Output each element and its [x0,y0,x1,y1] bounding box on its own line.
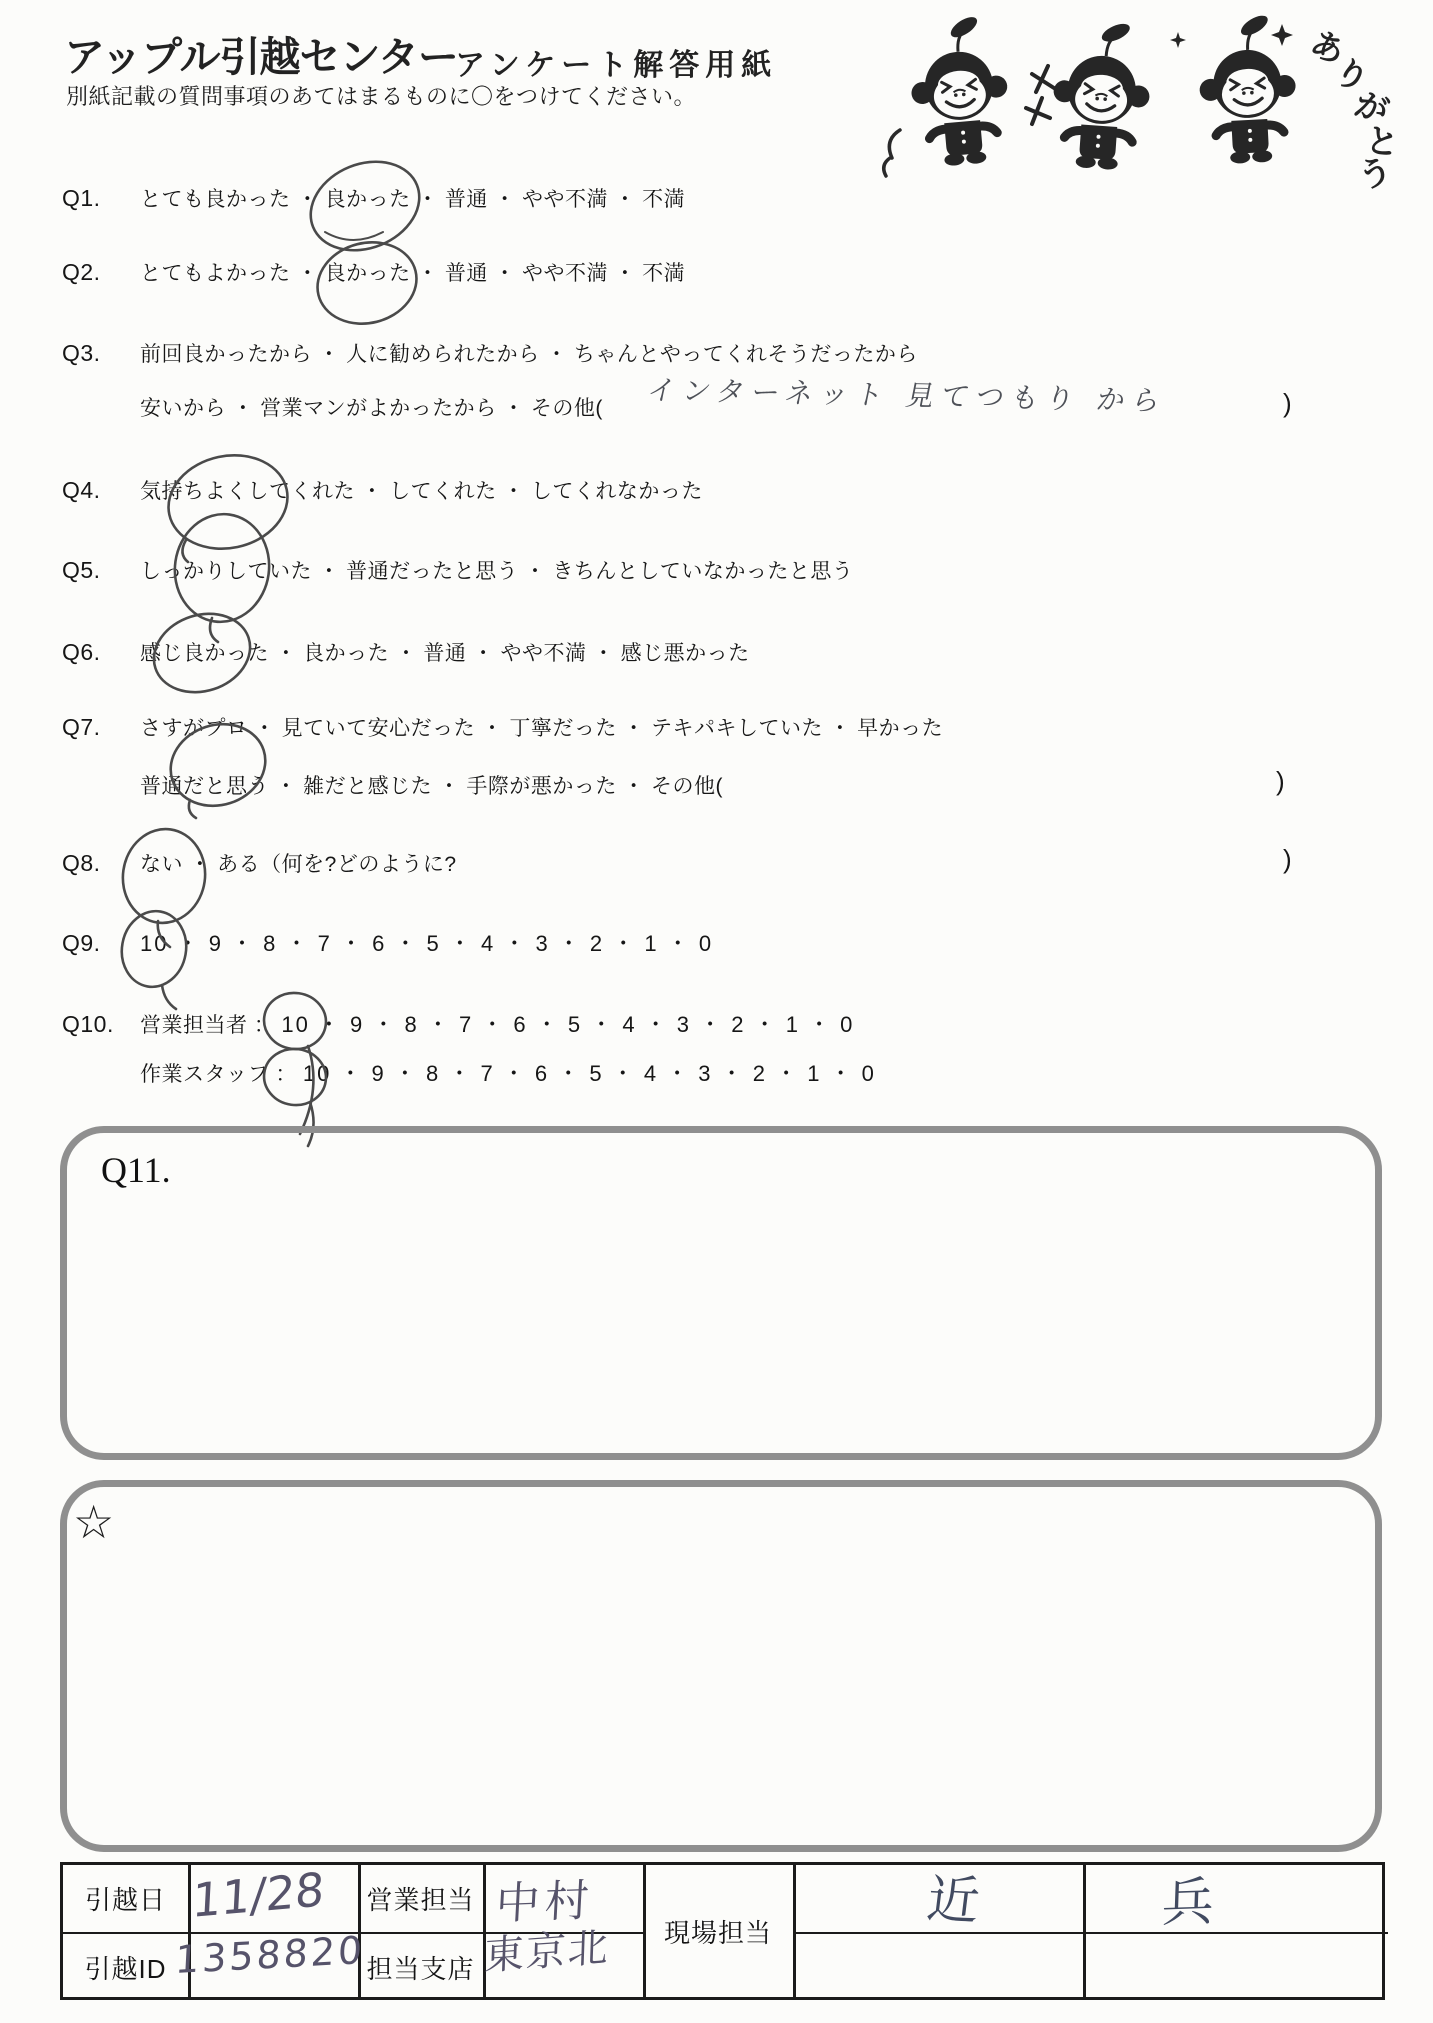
question-options: しっかりしていた ・ 普通だったと思う ・ きちんとしていなかったと思う [140,560,854,583]
handwritten-move-id: 1358820 [173,1927,367,1983]
question-q7-line1 [62,712,943,742]
question-id: Q7. [62,714,101,740]
rating-scale: 10 ・ 9 ・ 8 ・ 7 ・ 6 ・ 5 ・ 4 ・ 3 ・ 2 ・ 1 ・ 0 [140,931,714,956]
question-q3-line2 [62,392,603,422]
question-options: 前回良かったから ・ 人に勧められたから ・ ちゃんとやってくれそうだったから [140,343,918,366]
comment-box-label: Q11. [101,1150,171,1190]
question-id: Q3. [62,340,101,366]
question-q2 [62,257,685,287]
question-q9 [62,927,713,958]
handwritten-site-staff-1: 近 [923,1869,983,1933]
question-q6 [62,637,750,667]
close-paren: ) [1283,388,1292,418]
close-paren: ) [1276,766,1285,796]
question-id: Q1. [62,185,101,211]
question-q1 [62,183,685,213]
move-id-label: 引越ID [84,1953,167,1984]
monkey-mascots-illustration [880,12,1300,182]
question-q10-row2 [62,1057,876,1088]
question-options: 安いから ・ 営業マンがよかったから ・ その他( [140,397,603,420]
rating-scale: 10 ・ 9 ・ 8 ・ 7 ・ 6 ・ 5 ・ 4 ・ 3 ・ 2 ・ 1 ・ 0 [302,1061,876,1086]
question-id: Q9. [62,930,101,956]
branch-label: 担当支店 [366,1953,475,1984]
question-options: さすがプロ ・ 見ていて安心だった ・ 丁寧だった ・ テキパキしていた ・ 早かった [140,717,944,740]
sales-rep-label: 営業担当 [366,1884,475,1915]
question-q10-row1 [62,1008,854,1039]
question-options: とてもよかった ・ 良かった ・ 普通 ・ やや不満 ・ 不満 [140,262,686,285]
question-options: とても良かった ・ 良かった ・ 普通 ・ やや不満 ・ 不満 [140,188,686,211]
star-icon: ☆ [73,1496,115,1548]
question-options: 普通だと思う ・ 雑だと感じた ・ 手際が悪かった ・ その他( [140,775,723,798]
instruction-text: 別紙記載の質問事項のあてはまるものに〇をつけてください。 [66,84,697,109]
question-id: Q8. [62,850,101,876]
move-date-label: 引越日 [84,1884,166,1915]
form-title: アンケート解答用紙 [455,49,778,82]
handwritten-site-staff-2: 兵 [1160,1872,1215,1934]
rating-scale: 10 ・ 9 ・ 8 ・ 7 ・ 6 ・ 5 ・ 4 ・ 3 ・ 2 ・ 1 ・ 0 [281,1012,855,1037]
rating-row-label: 営業担当者 ： [140,1014,276,1037]
question-options: ない ・ ある（何を?どのように? [140,853,457,876]
question-q8 [62,848,457,878]
thanks-lettering: あ り が と う [1304,22,1401,197]
question-q4 [62,475,703,505]
comment-box-star [60,1480,1382,1852]
sparkle-star-icon [1170,24,1293,48]
question-q7-line2 [62,770,723,800]
question-q3-line1 [62,338,918,368]
close-paren: ) [1283,844,1292,874]
question-id: Q4. [62,477,101,503]
question-options: 気持ちよくしてくれた ・ してくれた ・ してくれなかった [140,480,703,503]
question-options: 感じ良かった ・ 良かった ・ 普通 ・ やや不満 ・ 感じ悪かった [140,642,750,665]
brand-title: アップル引越センター [64,34,458,80]
site-staff-label: 現場担当 [663,1917,772,1948]
sparkle-plus-icon [1026,66,1054,124]
question-id: Q5. [62,557,101,583]
question-id: Q2. [62,259,101,285]
rating-row-label: 作業スタッフ ： [140,1063,297,1086]
question-id: Q6. [62,639,101,665]
comment-box-q11 [60,1126,1382,1460]
handwritten-move-date: 11/28 [190,1861,326,1929]
handwritten-sales-rep: 中村 [494,1875,596,1930]
question-id: Q10. [62,1011,114,1037]
handwritten-q3-other: インターネット 見てつもり から [644,373,1171,418]
question-q5 [62,555,853,585]
motion-lines-icon [889,130,900,158]
handwritten-branch: 東京北 [483,1924,611,1980]
